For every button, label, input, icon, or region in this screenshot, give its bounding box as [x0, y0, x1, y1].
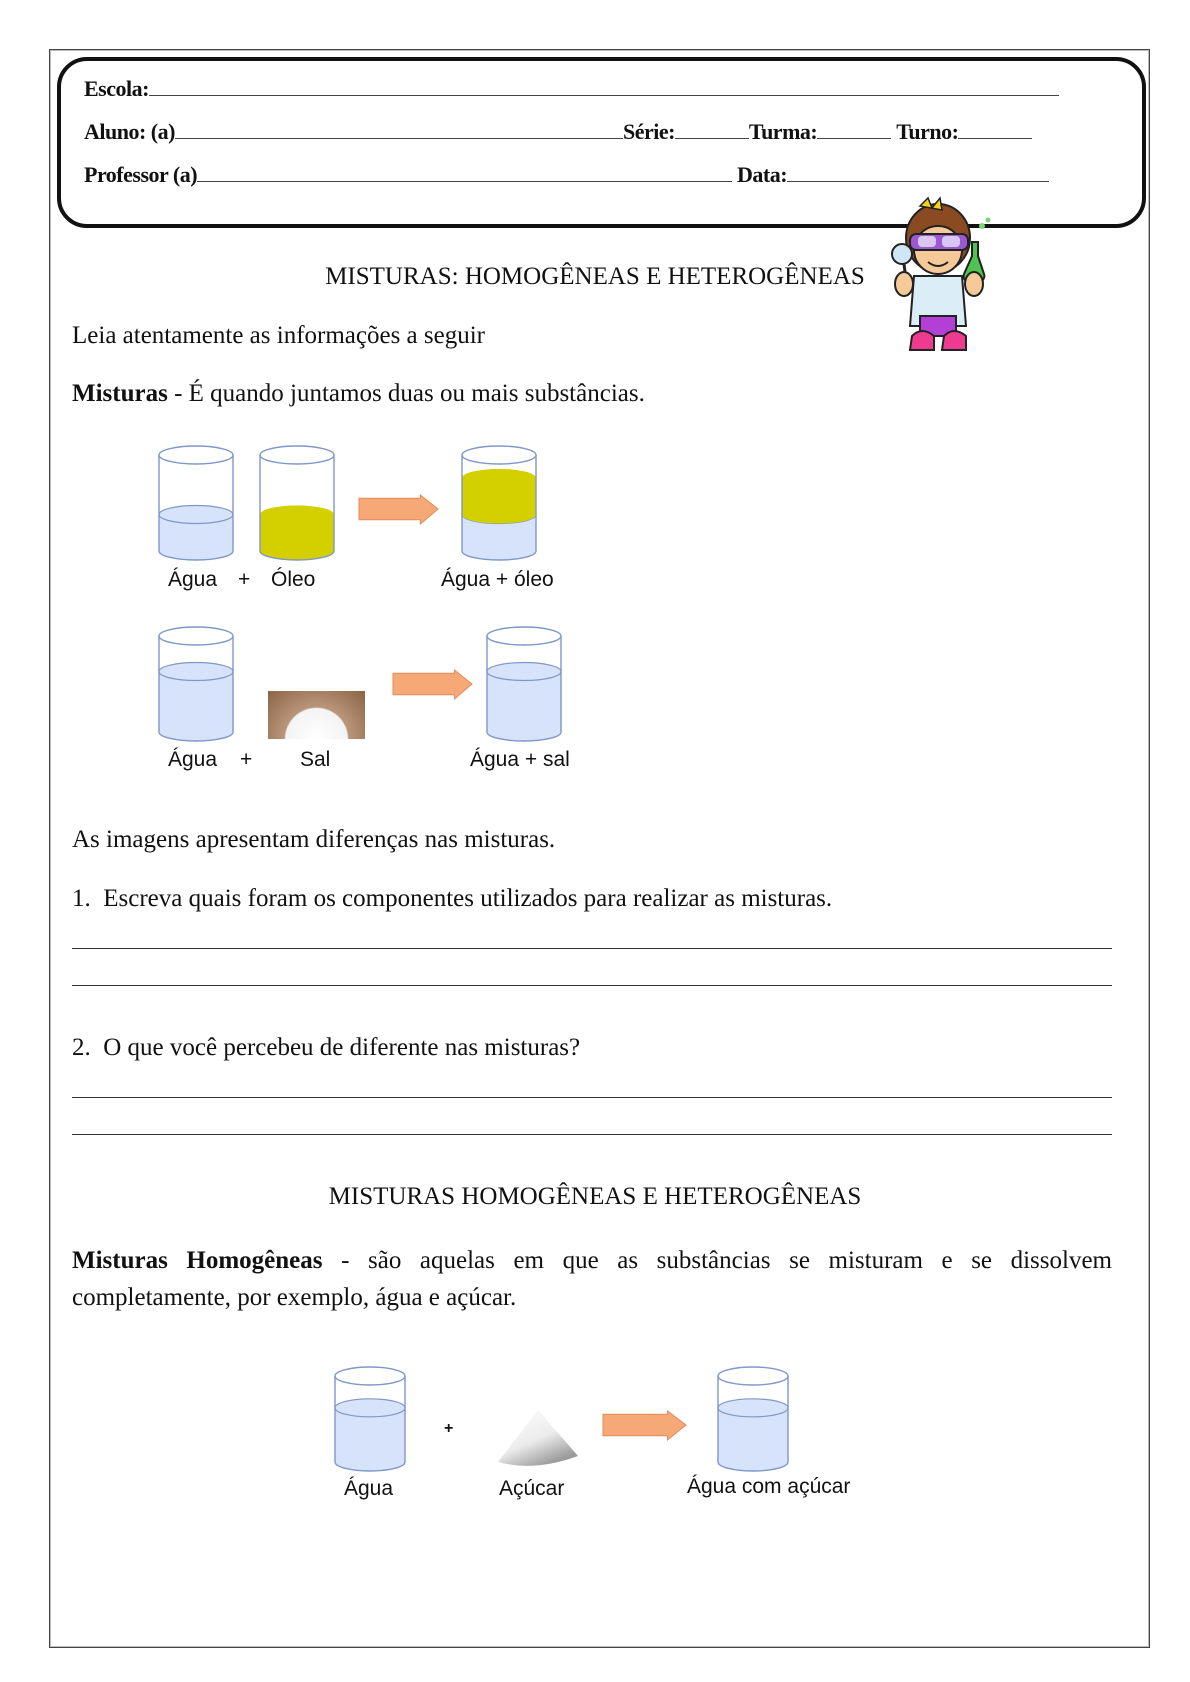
answer-line[interactable]	[72, 985, 1112, 986]
mixture-definition	[72, 380, 645, 408]
question-text: Escreva quais foram os componentes utilizados para realizar as misturas.	[103, 885, 833, 912]
definition-text: - são aquelas em que as substâncias se misturam e se dissolvem completamente, por exemplo, água e açúcar.	[72, 1247, 1112, 1311]
definition-term: Misturas Homogêneas	[72, 1247, 323, 1274]
grade-blank[interactable]	[675, 120, 749, 139]
question-text: O que você percebeu de diferente nas misturas?	[103, 1034, 581, 1061]
school-label: Escola:	[84, 76, 149, 101]
label-plus: +	[240, 748, 253, 771]
class-label: Turma:	[748, 119, 818, 144]
teacher-row	[84, 162, 1049, 188]
teacher-blank[interactable]	[197, 163, 732, 182]
water-oil-glass	[460, 444, 542, 569]
observation-text: As imagens apresentam diferenças nas misturas.	[72, 826, 556, 853]
question-number: 2.	[72, 1034, 91, 1061]
water-glass	[157, 444, 239, 569]
teacher-label: Professor (a)	[84, 162, 198, 187]
answer-line[interactable]	[72, 1097, 1112, 1098]
date-blank[interactable]	[787, 163, 1049, 182]
water-salt-glass	[485, 625, 567, 750]
student-row	[84, 119, 1032, 145]
school-field	[84, 76, 1059, 102]
answer-line[interactable]	[72, 1134, 1112, 1135]
student-label: Aluno: (a)	[84, 119, 175, 144]
shift-label: Turno:	[896, 119, 959, 144]
school-blank[interactable]	[149, 77, 1059, 96]
water-glass	[333, 1365, 411, 1480]
definition-text: - É quando juntamos duas ou mais substâncias.	[167, 380, 645, 407]
date-label: Data:	[737, 162, 788, 187]
sugar-pile-image	[494, 1404, 584, 1468]
label-plus: +	[238, 568, 251, 591]
label-salt: Sal	[300, 748, 331, 771]
answer-line[interactable]	[72, 948, 1112, 949]
label-water: Água	[344, 1477, 394, 1500]
label-oil: Óleo	[271, 568, 316, 591]
label-water: Água	[168, 568, 218, 591]
grade-label: Série:	[622, 119, 675, 144]
definition-term: Misturas	[72, 380, 168, 407]
question-number: 1.	[72, 885, 91, 912]
oil-glass	[258, 444, 340, 569]
label-plus: +	[444, 1420, 454, 1437]
question-1	[72, 885, 832, 913]
intro-text: Leia atentamente as informações a seguir	[72, 322, 486, 349]
label-water: Água	[168, 748, 218, 771]
water-sugar-glass	[716, 1365, 794, 1480]
section-title: MISTURAS HOMOGÊNEAS E HETEROGÊNEAS	[328, 1183, 862, 1210]
label-water-sugar: Água com açúcar	[687, 1475, 851, 1498]
arrow-right-icon	[358, 494, 440, 531]
shift-blank[interactable]	[958, 120, 1032, 139]
label-sugar: Açúcar	[499, 1477, 565, 1500]
question-2	[72, 1034, 580, 1062]
student-blank[interactable]	[175, 120, 623, 139]
label-water-oil: Água + óleo	[441, 568, 554, 591]
worksheet-title: MISTURAS: HOMOGÊNEAS E HETEROGÊNEAS	[325, 263, 865, 290]
arrow-right-icon	[602, 1410, 688, 1447]
arrow-right-icon	[392, 669, 474, 706]
water-glass	[157, 625, 239, 750]
label-water-salt: Água + sal	[470, 748, 570, 771]
homogeneous-definition	[72, 1242, 1112, 1316]
salt-image	[268, 691, 365, 739]
class-blank[interactable]	[817, 120, 891, 139]
